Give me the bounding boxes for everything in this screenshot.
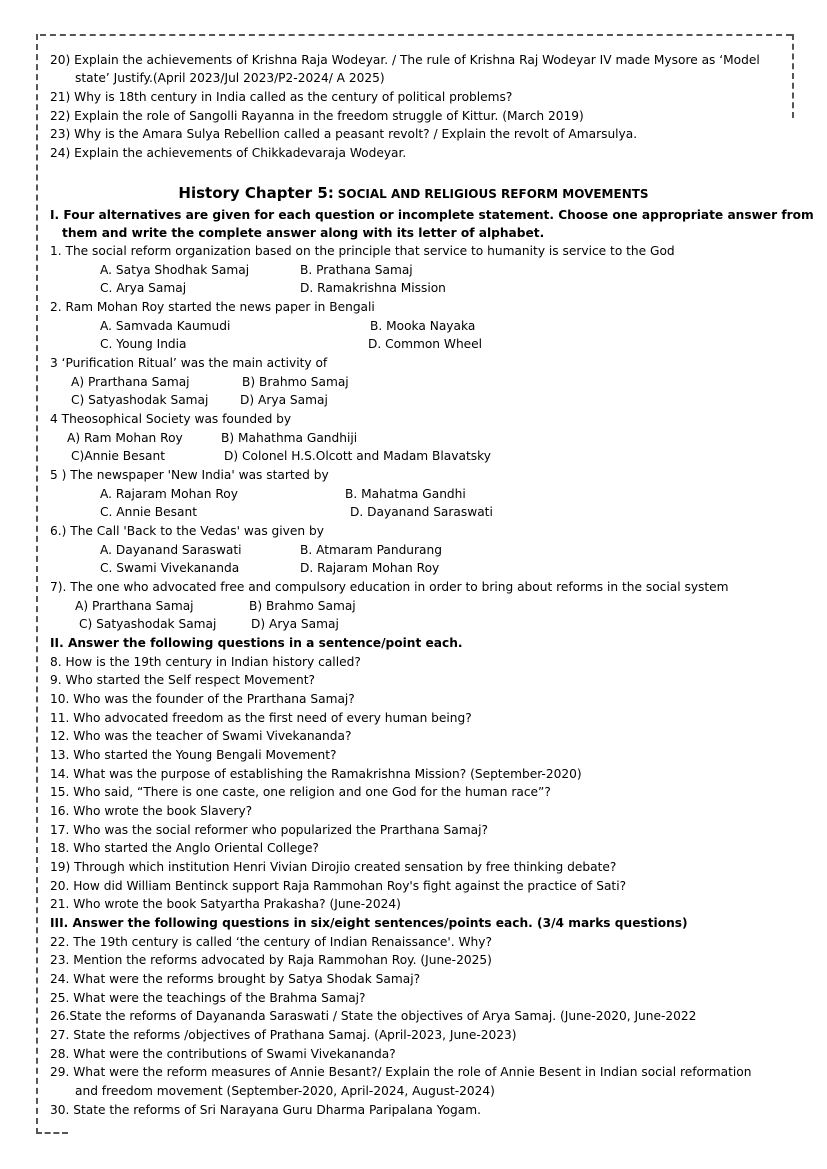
mcq-question: 2. Ram Mohan Roy started the news paper in Bengali (50, 300, 375, 314)
mcq-option: D. Ramakrishna Mission (300, 281, 446, 295)
mcq-option: B. Mahatma Gandhi (345, 487, 466, 501)
mcq-option: C) Satyashodak Samaj (79, 617, 217, 631)
short-question: 21. Who wrote the book Satyartha Prakasha? (June-2024) (50, 897, 401, 911)
prev-question: 22) Explain the role of Sangolli Rayanna in the freedom struggle of Kittur. (March 2019) (50, 109, 584, 123)
prev-question: 24) Explain the achievements of Chikkadevaraja Wodeyar. (50, 146, 407, 160)
mcq-option: D. Rajaram Mohan Roy (300, 561, 440, 575)
section1-heading-cont: them and write the complete answer along with its letter of alphabet. (62, 226, 545, 240)
mcq-option: B. Prathana Samaj (300, 263, 413, 277)
section1-heading: I. Four alternatives are given for each question or incomplete statement. Choose one appropriate answer from (50, 208, 814, 222)
mcq-option: C)Annie Besant (71, 449, 165, 463)
mcq-option: B) Brahmo Samaj (242, 375, 349, 389)
short-question: 8. How is the 19th century in Indian history called? (50, 655, 361, 669)
long-question: 25. What were the teachings of the Brahma Samaj? (50, 991, 366, 1005)
mcq-option: B. Atmaram Pandurang (300, 543, 442, 557)
mcq-option: A) Prarthana Samaj (71, 375, 190, 389)
mcq-question: 5 ) The newspaper 'New India' was started by (50, 468, 329, 482)
short-question: 16. Who wrote the book Slavery? (50, 804, 253, 818)
long-question-cont: and freedom movement (September-2020, April-2024, August-2024) (75, 1084, 495, 1098)
long-question: 26.State the reforms of Dayananda Saraswati / State the objectives of Arya Samaj. (June-2020, June-2022 (50, 1009, 697, 1023)
short-question: 17. Who was the social reformer who popularized the Prarthana Samaj? (50, 823, 488, 837)
mcq-option: D) Arya Samaj (240, 393, 328, 407)
mcq-option: A. Samvada Kaumudi (100, 319, 231, 333)
short-question: 12. Who was the teacher of Swami Vivekananda? (50, 729, 352, 743)
short-question: 9. Who started the Self respect Movement? (50, 673, 315, 687)
short-question: 13. Who started the Young Bengali Movement? (50, 748, 337, 762)
long-question: 22. The 19th century is called ‘the century of Indian Renaissance'. Why? (50, 935, 492, 949)
short-question: 19) Through which institution Henri Vivian Dirojio created sensation by free thinking debate? (50, 860, 617, 874)
prev-question: 23) Why is the Amara Sulya Rebellion called a peasant revolt? / Explain the revolt of Amarsulya. (50, 127, 638, 141)
mcq-option: A) Prarthana Samaj (75, 599, 194, 613)
section3-heading: III. Answer the following questions in six/eight sentences/points each. (3/4 marks questions) (50, 916, 688, 930)
prev-question-cont: state’ Justify.(April 2023/Jul 2023/P2-2024/ A 2025) (75, 71, 385, 85)
mcq-option: D) Arya Samaj (251, 617, 339, 631)
page-border-bottom (36, 1132, 68, 1134)
section2-heading: II. Answer the following questions in a sentence/point each. (50, 636, 463, 650)
long-question: 29. What were the reform measures of Annie Besant?/ Explain the role of Annie Besent in Indian social reformation (50, 1065, 752, 1079)
long-question: 30. State the reforms of Sri Narayana Guru Dharma Paripalana Yogam. (50, 1103, 481, 1117)
chapter-subtitle: SOCIAL AND RELIGIOUS REFORM MOVEMENTS (337, 187, 649, 201)
long-question: 24. What were the reforms brought by Satya Shodak Samaj? (50, 972, 421, 986)
mcq-option: C. Arya Samaj (100, 281, 187, 295)
short-question: 15. Who said, “There is one caste, one religion and one God for the human race”? (50, 785, 551, 799)
prev-question: 21) Why is 18th century in India called as the century of political problems? (50, 90, 513, 104)
mcq-option: D. Common Wheel (368, 337, 483, 351)
long-question: 28. What were the contributions of Swami Vivekananda? (50, 1047, 396, 1061)
short-question: 11. Who advocated freedom as the first need of every human being? (50, 711, 472, 725)
chapter-heading (0, 184, 827, 202)
mcq-option: A. Dayanand Saraswati (100, 543, 242, 557)
chapter-title: History Chapter 5: (178, 184, 334, 202)
mcq-option: B) Brahmo Samaj (249, 599, 356, 613)
mcq-option: C. Annie Besant (100, 505, 197, 519)
mcq-option: C) Satyashodak Samaj (71, 393, 209, 407)
mcq-question: 1. The social reform organization based on the principle that service to humanity is service to the God (50, 244, 675, 258)
short-question: 18. Who started the Anglo Oriental College? (50, 841, 319, 855)
mcq-option: C. Young India (100, 337, 187, 351)
mcq-question: 7). The one who advocated free and compulsory education in order to bring about reforms in the social system (50, 580, 729, 594)
mcq-question: 6.) The Call 'Back to the Vedas' was given by (50, 524, 324, 538)
mcq-option: B. Mooka Nayaka (370, 319, 476, 333)
mcq-option: A) Ram Mohan Roy (67, 431, 183, 445)
mcq-option: D. Dayanand Saraswati (350, 505, 493, 519)
mcq-question: 3 ‘Purification Ritual’ was the main activity of (50, 356, 328, 370)
mcq-option: B) Mahathma Gandhiji (221, 431, 358, 445)
page-border-top (40, 34, 792, 36)
mcq-question: 4 Theosophical Society was founded by (50, 412, 292, 426)
mcq-option: A. Rajaram Mohan Roy (100, 487, 238, 501)
prev-question: 20) Explain the achievements of Krishna Raja Wodeyar. / The rule of Krishna Raj Wodeyar IV made Mysore as ‘Model (50, 53, 760, 67)
long-question: 23. Mention the reforms advocated by Raja Rammohan Roy. (June-2025) (50, 953, 492, 967)
mcq-option: D) Colonel H.S.Olcott and Madam Blavatsky (224, 449, 491, 463)
short-question: 14. What was the purpose of establishing the Ramakrishna Mission? (September-2020) (50, 767, 582, 781)
short-question: 10. Who was the founder of the Prarthana Samaj? (50, 692, 355, 706)
long-question: 27. State the reforms /objectives of Prathana Samaj. (April-2023, June-2023) (50, 1028, 517, 1042)
mcq-option: C. Swami Vivekananda (100, 561, 240, 575)
short-question: 20. How did William Bentinck support Raja Rammohan Roy's fight against the practice of Sati? (50, 879, 627, 893)
mcq-option: A. Satya Shodhak Samaj (100, 263, 250, 277)
page-border-right (792, 34, 794, 118)
